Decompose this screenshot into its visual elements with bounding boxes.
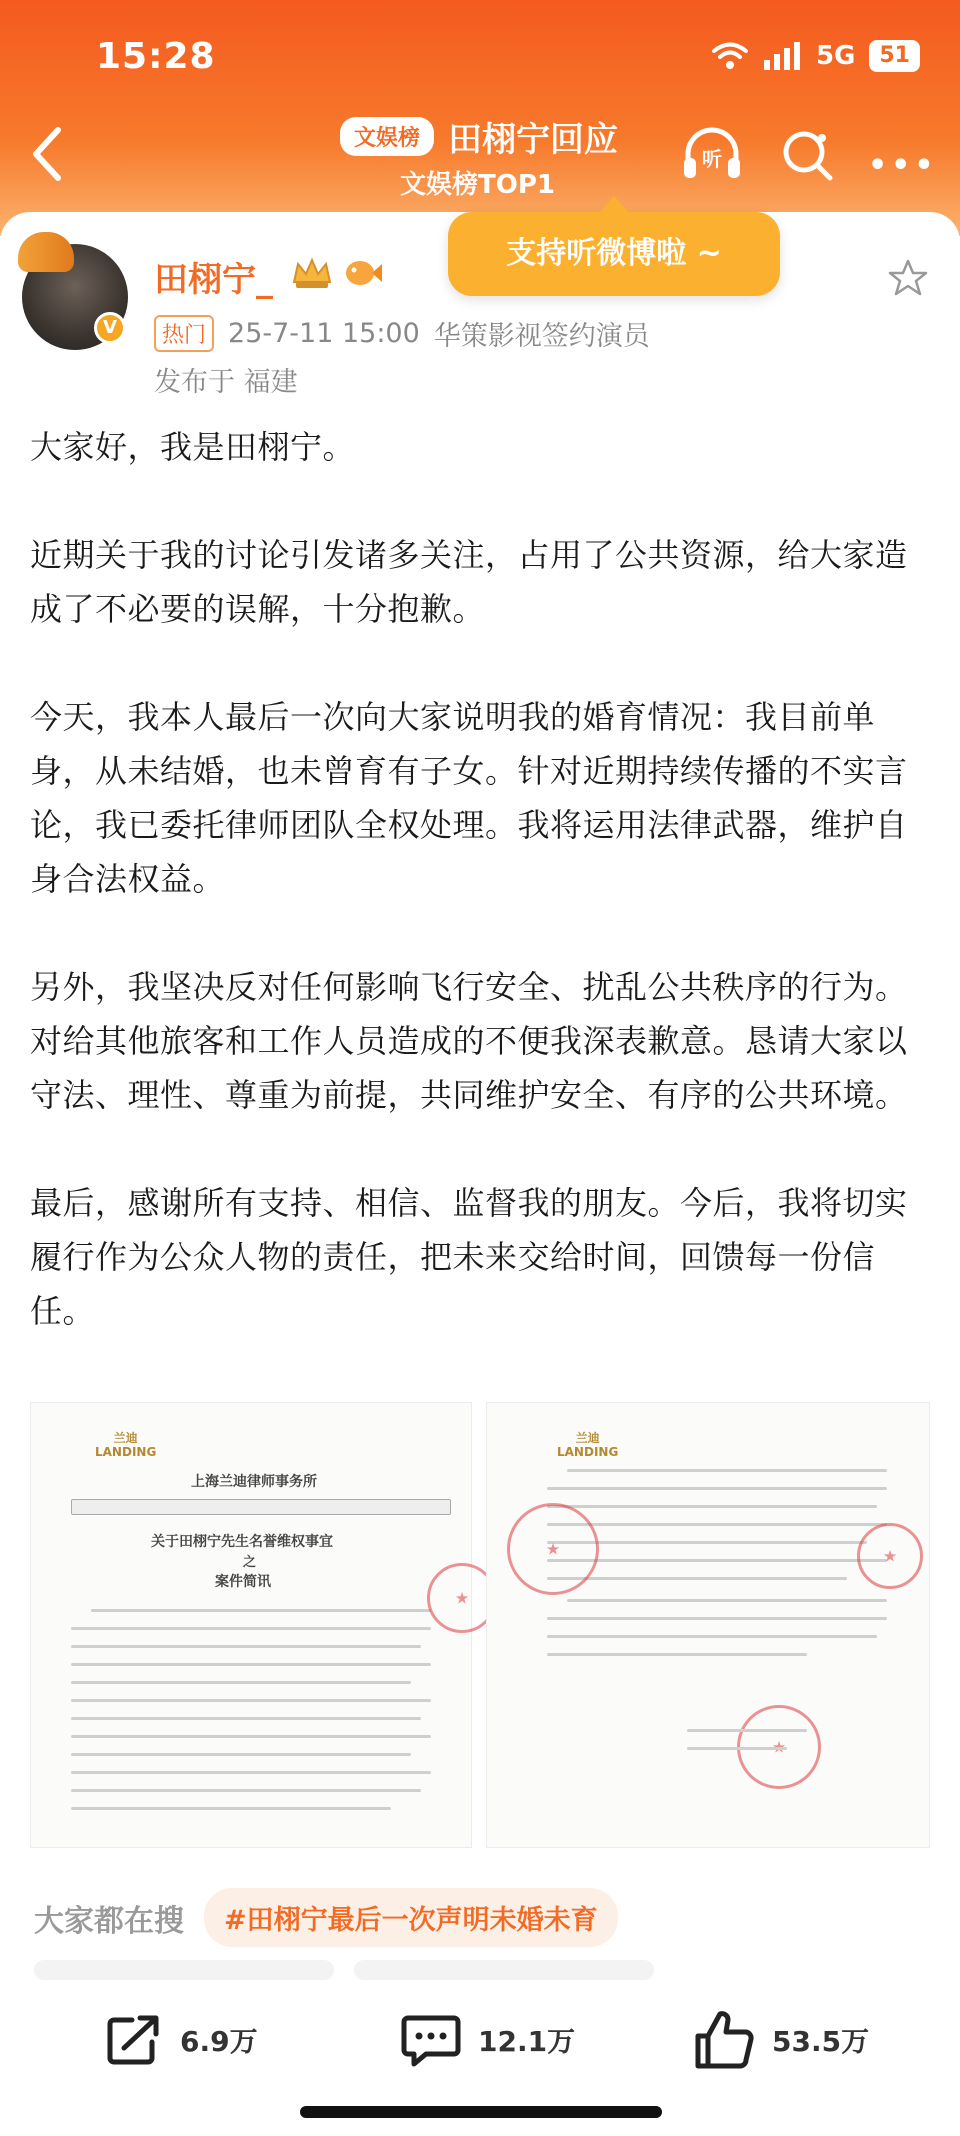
post-meta <box>154 314 650 353</box>
like-button[interactable] <box>694 2010 869 2070</box>
thumbs-up-icon <box>694 2010 756 2070</box>
law-firm-logo: 兰迪 LANDING <box>95 1431 157 1459</box>
ranking-subtitle[interactable]: 文娱榜TOP1 <box>400 170 555 200</box>
verified-badge-icon: V <box>94 312 126 344</box>
signal-icon <box>762 42 802 70</box>
hot-tag: 热门 <box>154 315 214 352</box>
listen-tooltip[interactable]: 支持听微博啦 ~ <box>448 212 780 296</box>
more-icon[interactable]: ••• <box>868 148 938 183</box>
doc-subtitle: 案件简讯 <box>215 1574 271 1590</box>
law-firm-logo: 兰迪 LANDING <box>557 1431 619 1459</box>
wifi-icon <box>712 42 748 70</box>
comment-icon <box>400 2012 462 2068</box>
trending-label: 大家都在搜 <box>34 1903 184 1939</box>
attached-image-1[interactable] <box>30 1402 472 1848</box>
page-title: 田栩宁回应 <box>448 120 619 160</box>
doc-title: 关于田栩宁先生名誉维权事宜 <box>151 1534 333 1550</box>
share-icon <box>104 2012 164 2068</box>
headphones-icon[interactable] <box>680 122 744 186</box>
post-paragraph: 最后，感谢所有支持、相信、监督我的朋友。今后，我将切实履行作为公众人物的责任，把未来交给时间，回馈每一份信任。 <box>30 1184 908 1330</box>
bottom-action-bar <box>0 1990 960 2090</box>
back-arrow-icon[interactable] <box>28 124 68 184</box>
attached-image-2[interactable] <box>486 1402 930 1848</box>
fan-badge-icon <box>342 256 382 290</box>
red-seal-icon <box>507 1503 599 1595</box>
share-button[interactable] <box>104 2012 258 2068</box>
share-count: 6.9万 <box>180 2025 258 2058</box>
post-body <box>30 420 930 1338</box>
post-timestamp: 25-7-11 15:00 <box>228 318 420 349</box>
status-icons <box>712 40 920 72</box>
comment-button[interactable] <box>400 2012 575 2068</box>
favorite-star-icon[interactable] <box>888 258 928 298</box>
tiger-pendant-icon <box>18 232 74 272</box>
faded-chip <box>354 1960 654 1980</box>
author-name[interactable]: 田栩宁_ <box>154 260 273 300</box>
list-tag: 文娱榜 <box>340 117 434 156</box>
home-indicator[interactable] <box>300 2106 662 2118</box>
law-firm-name: 上海兰迪律师事务所 <box>191 1474 317 1490</box>
trending-chip[interactable]: #田栩宁最后一次声明未婚未育 <box>204 1888 618 1947</box>
faded-chip <box>34 1960 334 1980</box>
search-icon[interactable] <box>780 128 836 184</box>
post-paragraph: 今天，我本人最后一次向大家说明我的婚育情况：我目前单身，从未结婚，也未曾育有子女。针对近期持续传播的不实言论，我已委托律师团队全权处理。我将运用法律武器，维护自身合法权益。 <box>30 698 908 898</box>
post-location: 发布于 福建 <box>154 367 298 398</box>
post-paragraph: 大家好，我是田栩宁。 <box>30 428 356 466</box>
network-type: 5G <box>815 41 856 71</box>
post-source: 华策影视签约演员 <box>433 321 650 352</box>
doc-title-connector: 之 <box>243 1555 257 1570</box>
post-paragraph: 近期关于我的讨论引发诸多关注，占用了公共资源，给大家造成了不必要的误解，十分抱歉。 <box>30 536 908 628</box>
red-seal-icon <box>857 1523 923 1589</box>
nav-title-row[interactable] <box>340 112 618 161</box>
trending-searches <box>34 1888 618 1947</box>
like-count: 53.5万 <box>772 2025 870 2058</box>
crown-badge-icon <box>290 256 334 290</box>
status-time: 15:28 <box>96 36 216 77</box>
status-bar <box>0 30 960 90</box>
listen-label: 听 <box>702 147 722 171</box>
comment-count: 12.1万 <box>478 2025 576 2058</box>
top-nav <box>0 108 960 208</box>
faded-chip-row <box>34 1960 654 1980</box>
battery-level: 51 <box>869 40 920 72</box>
post-paragraph: 另外，我坚决反对任何影响飞行安全、扰乱公共秩序的行为。对给其他旅客和工作人员造成的不便我深表歉意。恳请大家以守法、理性、尊重为前提，共同维护安全、有序的公共环境。 <box>30 968 908 1114</box>
